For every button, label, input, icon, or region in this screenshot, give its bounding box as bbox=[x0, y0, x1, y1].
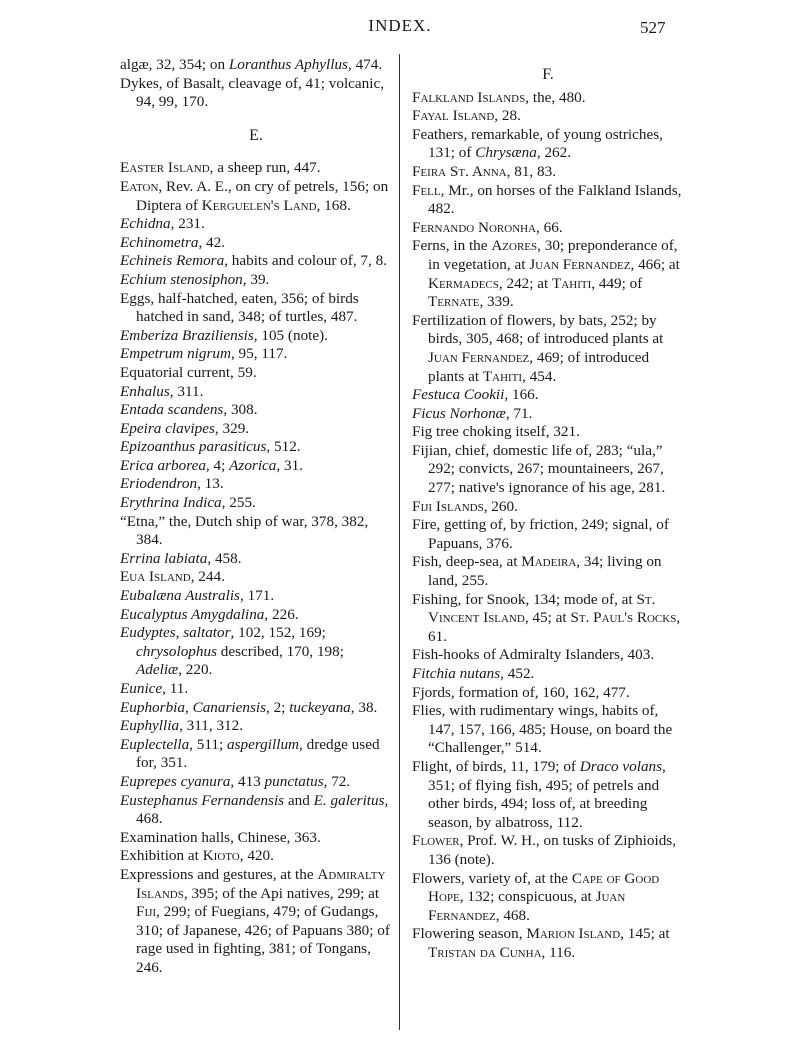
index-entry: Entada scandens, 308. bbox=[120, 401, 258, 419]
index-entry: Flowering season, Marion Island, 145; at Tristan da Cunha, 116. bbox=[412, 925, 670, 961]
index-entry: Fig tree choking itself, 321. bbox=[412, 423, 580, 441]
index-entry: Echium stenosiphon, 39. bbox=[120, 270, 270, 288]
index-entry: Fjords, formation of, 160, 162, 477. bbox=[412, 683, 630, 701]
index-entry: Ficus Norhonæ, 71. bbox=[412, 404, 533, 422]
index-entry: Ferns, in the Azores, 30; preponderance of, in vegetation, at Juan Fernandez, 466; at Kermadecs, 242; at Tahiti, 449; of Ternate, 339. bbox=[412, 237, 680, 311]
index-entry: Erica arborea, 4; Azorica, 31. bbox=[120, 456, 303, 474]
index-entry: Flower, Prof. W. H., on tusks of Ziphioids, 136 (note). bbox=[412, 832, 676, 868]
index-entry: Echinometra, 42. bbox=[120, 233, 226, 251]
index-entry: Eaton, Rev. A. E., on cry of petrels, 156; on Diptera of Kerguelen's Land, 168. bbox=[120, 177, 389, 214]
index-entry: Flowers, variety of, at the Cape of Good Hope, 132; conspicuous, at Juan Fernandez, 468. bbox=[412, 869, 660, 924]
index-entry: Eunice, 11. bbox=[120, 680, 189, 697]
index-entry: Fishing, for Snook, 134; mode of, at St. Vincent Island, 45; at St. Paul's Rocks, 61. bbox=[412, 590, 681, 645]
index-entry: Euphyllia, 311, 312. bbox=[120, 717, 244, 735]
index-entry: Empetrum nigrum, 95, 117. bbox=[120, 345, 288, 363]
index-column-right bbox=[412, 56, 684, 963]
index-entry: Euplectella, 511; aspergillum, dredge used for, 351. bbox=[120, 735, 380, 772]
index-entry: Fernando Noronha, 66. bbox=[412, 218, 563, 236]
column-divider bbox=[399, 54, 400, 1030]
index-entry: Eubalæna Australis, 171. bbox=[120, 587, 275, 605]
index-entry: Echidna, 231. bbox=[120, 215, 205, 233]
index-entry: Festuca Cookii, 166. bbox=[412, 386, 539, 404]
index-entry: Fijian, chief, domestic life of, 283; “ula,” 292; convicts, 267; mountaineers, 267, 277; native's ignorance of his age, 281. bbox=[412, 441, 666, 497]
index-entry: Epeira clavipes, 329. bbox=[120, 419, 250, 437]
index-entry: Feira St. Anna, 81, 83. bbox=[412, 162, 556, 180]
index-entry: Erythrina Indica, 255. bbox=[120, 494, 256, 512]
index-entry: Fish-hooks of Admiralty Islanders, 403. bbox=[412, 646, 655, 664]
index-entry: Eudyptes, saltator, 102, 152, 169; chrysolophus described, 170, 198; Adeliæ, 220. bbox=[120, 624, 344, 679]
index-entry: Euphorbia, Canariensis, 2; tuckeyana, 38. bbox=[120, 698, 378, 716]
index-entry: Eua Island, 244. bbox=[120, 568, 225, 586]
index-entry: Examination halls, Chinese, 363. bbox=[120, 828, 321, 846]
index-entry: Fell, Mr., on horses of the Falkland Islands, 482. bbox=[412, 181, 682, 218]
index-entry: Falkland Islands, the, 480. bbox=[412, 88, 586, 106]
section-letter: E. bbox=[249, 126, 263, 144]
index-entry: Fayal Island, 28. bbox=[412, 107, 521, 125]
index-entry: algæ, 32, 354; on Loranthus Aphyllus, 474. bbox=[120, 56, 383, 73]
index-entry: Exhibition at Kioto, 420. bbox=[120, 847, 274, 865]
index-entry: Fiji Islands, 260. bbox=[412, 497, 518, 515]
index-entry: Enhalus, 311. bbox=[120, 382, 204, 400]
index-entry: Flight, of birds, 11, 179; of Draco volans, 351; of flying fish, 495; of petrels and other birds, 494; loss of, at breeding season, by albatross, 112. bbox=[412, 757, 666, 831]
index-entry: Fitchia nutans, 452. bbox=[412, 665, 535, 682]
index-column-left bbox=[120, 56, 392, 978]
index-entry: Eustephanus Fernandensis and E. galeritus, 468. bbox=[120, 791, 389, 828]
index-entry: Equatorial current, 59. bbox=[120, 363, 257, 381]
index-entry: Errina labiata, 458. bbox=[120, 549, 242, 567]
section-letter: F. bbox=[542, 66, 554, 83]
index-entry: Fire, getting of, by friction, 249; signal, of Papuans, 376. bbox=[412, 516, 669, 552]
index-entry: Flies, with rudimentary wings, habits of, 147, 157, 166, 485; House, on board the “Challenger,” 514. bbox=[412, 702, 673, 757]
index-entry: Dykes, of Basalt, cleavage of, 41; volcanic, 94, 99, 170. bbox=[120, 74, 385, 111]
index-entry: Expressions and gestures, at the Admiralty Islands, 395; of the Api natives, 299; at Fiji, 299; of Fuegians, 479; of Gudangs, 310; of Japanese, 426; of Papuans 380; of rage used in fighting, 381; of Tongans, 246. bbox=[120, 865, 390, 976]
index-entry: “Etna,” the, Dutch ship of war, 378, 382, 384. bbox=[120, 512, 369, 549]
index-entry: Eggs, half-hatched, eaten, 356; of birds hatched in sand, 348; of turtles, 487. bbox=[120, 289, 359, 326]
index-entry: Fish, deep-sea, at Madeira, 34; living on land, 255. bbox=[412, 553, 662, 590]
index-entry: Feathers, remarkable, of young ostriches, 131; of Chrysæna, 262. bbox=[412, 125, 663, 162]
index-entry: Eucalyptus Amygdalina, 226. bbox=[120, 605, 299, 623]
index-entry: Eriodendron, 13. bbox=[120, 475, 224, 493]
index-entry: Fertilization of flowers, by bats, 252; by birds, 305, 468; of introduced plants at Juan Fernandez, 469; of introduced plants at Tahiti, 454. bbox=[412, 311, 664, 385]
index-entry: Echineis Remora, habits and colour of, 7, 8. bbox=[120, 252, 388, 270]
page-number: 527 bbox=[640, 18, 666, 37]
index-entry: Easter Island, a sheep run, 447. bbox=[120, 159, 321, 177]
index-entry: Euprepes cyanura, 413 punctatus, 72. bbox=[120, 772, 351, 790]
index-entry: Emberiza Braziliensis, 105 (note). bbox=[120, 326, 328, 344]
index-entry: Epizoanthus parasiticus, 512. bbox=[120, 438, 301, 456]
page-title: INDEX. bbox=[368, 16, 432, 35]
